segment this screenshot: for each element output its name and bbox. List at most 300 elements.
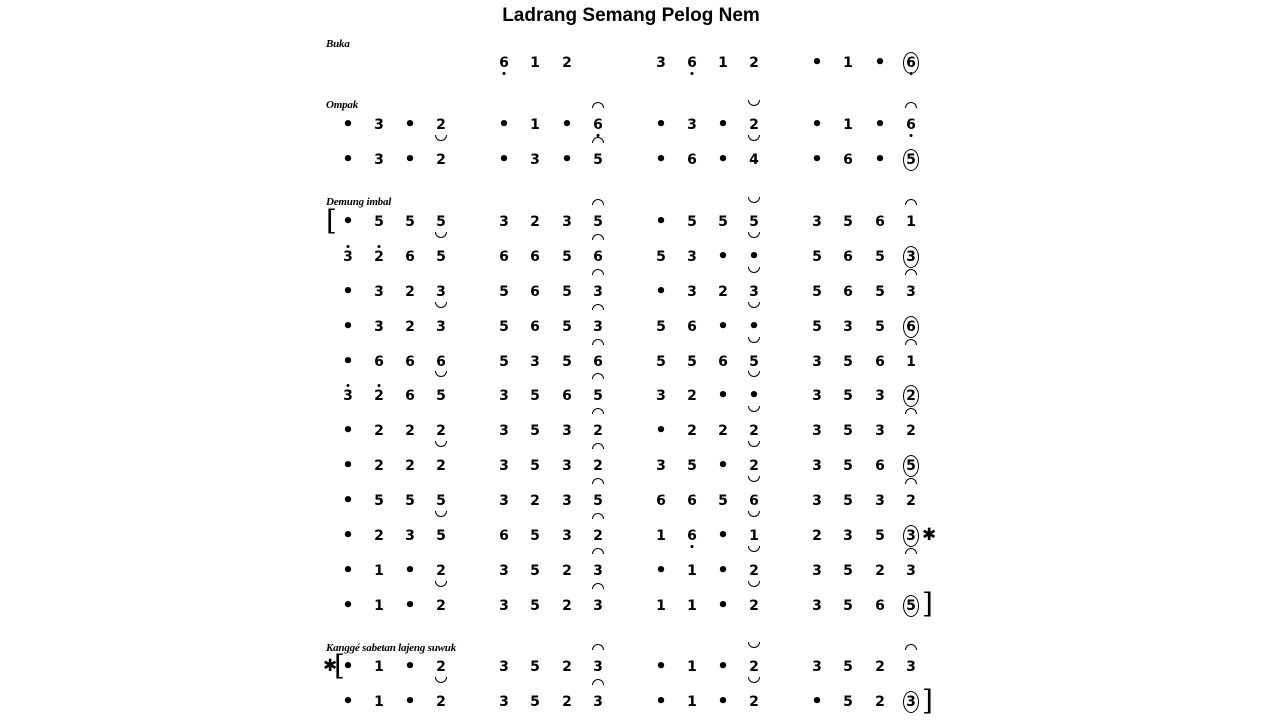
note-cell: 2 bbox=[875, 694, 885, 710]
note-cell: 3 bbox=[687, 117, 697, 133]
kempul-mark bbox=[592, 583, 604, 589]
note-cell: 2 bbox=[562, 598, 572, 614]
note-cell: 5 bbox=[687, 354, 697, 370]
note-cell: 5 bbox=[530, 659, 540, 675]
kenong-mark bbox=[748, 511, 760, 517]
kenong-mark bbox=[435, 302, 447, 308]
note-cell: 5 bbox=[843, 563, 853, 579]
note-cell: 3 bbox=[499, 423, 509, 439]
note-cell: 5 bbox=[562, 319, 572, 335]
note-cell: 2 bbox=[562, 659, 572, 675]
kenong-mark bbox=[748, 476, 760, 482]
note-cell: 6 bbox=[584, 111, 612, 139]
note-cell: • bbox=[811, 114, 823, 135]
note-cell: 3 bbox=[499, 659, 509, 675]
note-cell: • bbox=[655, 281, 667, 302]
note-cell: • bbox=[740, 382, 768, 410]
note-cell: 5 bbox=[812, 284, 822, 300]
note-cell: 2 bbox=[562, 563, 572, 579]
note-cell: 6 bbox=[687, 319, 697, 335]
note-cell: 5 bbox=[499, 319, 509, 335]
kenong-mark bbox=[748, 581, 760, 587]
note-cell: 5 bbox=[584, 208, 612, 236]
note-cell: 3 bbox=[530, 152, 540, 168]
note-cell: • bbox=[717, 560, 729, 581]
kempul-mark bbox=[592, 644, 604, 650]
note-cell: 3 bbox=[530, 354, 540, 370]
note-cell: • bbox=[655, 149, 667, 170]
note-cell: 1 bbox=[687, 598, 697, 614]
kempul-mark bbox=[592, 679, 604, 685]
kenong-mark bbox=[748, 135, 760, 141]
kempul-mark bbox=[592, 513, 604, 519]
note-cell: 3 bbox=[499, 214, 509, 230]
note-cell: 5 bbox=[562, 249, 572, 265]
note-cell: • bbox=[655, 114, 667, 135]
note-cell: 2 bbox=[405, 319, 415, 335]
note-cell: 2 bbox=[374, 458, 384, 474]
note-cell: 2 bbox=[740, 417, 768, 445]
note-cell: • bbox=[404, 560, 416, 581]
note-cell: 6 bbox=[405, 354, 415, 370]
note-cell: 5 bbox=[584, 146, 612, 174]
note-cell: • bbox=[874, 149, 886, 170]
note-cell: 3 bbox=[897, 278, 925, 306]
note-cell: 5 bbox=[436, 493, 446, 509]
note-cell: 3 bbox=[334, 382, 362, 410]
note-cell: 2 bbox=[812, 528, 822, 544]
note-cell: • bbox=[404, 656, 416, 677]
kenong-mark bbox=[748, 232, 760, 238]
note-cell: 6 bbox=[405, 388, 415, 404]
note-cell: 3 bbox=[812, 423, 822, 439]
note-cell: 2 bbox=[427, 592, 455, 620]
note-cell: 3 bbox=[656, 55, 666, 71]
note-cell: 2 bbox=[740, 688, 768, 716]
note-cell: 5 bbox=[740, 208, 768, 236]
note-cell: 1 bbox=[530, 55, 540, 71]
note-cell: • bbox=[342, 211, 354, 232]
kenong-mark bbox=[748, 441, 760, 447]
kenong-mark bbox=[435, 581, 447, 587]
note-cell: 5 bbox=[843, 423, 853, 439]
note-cell: • bbox=[342, 281, 354, 302]
note-cell: 2 bbox=[740, 557, 768, 585]
repeat-close-bracket: ] bbox=[922, 587, 933, 620]
note-cell: 2 bbox=[374, 423, 384, 439]
kempul-mark bbox=[905, 269, 917, 275]
note-cell: 5 bbox=[875, 249, 885, 265]
note-cell: • bbox=[404, 149, 416, 170]
note-cell: 5 bbox=[740, 348, 768, 376]
note-cell: 2 bbox=[562, 694, 572, 710]
note-cell: 3 bbox=[687, 284, 697, 300]
note-cell: 3 bbox=[875, 388, 885, 404]
note-cell: 3 bbox=[740, 278, 768, 306]
note-cell: • bbox=[717, 149, 729, 170]
note-cell: 2 bbox=[584, 522, 612, 550]
note-cell: 2 bbox=[427, 688, 455, 716]
note-cell: 1 bbox=[897, 208, 925, 236]
note-cell: 2 bbox=[405, 284, 415, 300]
kenong-mark bbox=[435, 232, 447, 238]
note-cell: 6 bbox=[875, 214, 885, 230]
note-cell: 5 bbox=[656, 319, 666, 335]
note-cell: • bbox=[404, 691, 416, 712]
note-cell: 3 bbox=[374, 319, 384, 335]
note-cell: 5 bbox=[530, 528, 540, 544]
note-cell: 1 bbox=[656, 598, 666, 614]
note-cell: 3 bbox=[499, 458, 509, 474]
note-cell: 3 bbox=[875, 423, 885, 439]
note-cell: 6 bbox=[843, 284, 853, 300]
note-cell: 3 bbox=[812, 354, 822, 370]
note-cell: 2 bbox=[687, 388, 697, 404]
note-cell: • bbox=[811, 52, 823, 73]
kenong-mark bbox=[748, 197, 760, 203]
kenong-mark bbox=[748, 546, 760, 552]
note-cell: 5 bbox=[436, 214, 446, 230]
note-cell: 3 bbox=[812, 598, 822, 614]
note-cell: • bbox=[655, 211, 667, 232]
note-cell: • bbox=[561, 149, 573, 170]
kempul-mark bbox=[905, 478, 917, 484]
note-cell: 5 bbox=[427, 522, 455, 550]
note-cell: 2 bbox=[740, 592, 768, 620]
note-cell: • bbox=[342, 455, 354, 476]
note-cell: 1 bbox=[843, 55, 853, 71]
note-cell: 5 bbox=[718, 214, 728, 230]
note-cell: 2 bbox=[584, 452, 612, 480]
note-cell: 2 bbox=[562, 55, 572, 71]
note-cell: 3 bbox=[812, 493, 822, 509]
note-cell: 1 bbox=[843, 117, 853, 133]
note-cell: 3 bbox=[875, 493, 885, 509]
note-cell: 3 bbox=[584, 653, 612, 681]
note-cell: • bbox=[498, 114, 510, 135]
note-cell: 6 bbox=[678, 49, 706, 77]
kempul-mark bbox=[905, 408, 917, 414]
note-cell: 3 bbox=[656, 458, 666, 474]
repeat-open-bracket: [ bbox=[326, 204, 337, 237]
note-cell: 6 bbox=[530, 319, 540, 335]
note-cell: 5 bbox=[843, 598, 853, 614]
kenong-mark bbox=[748, 642, 760, 648]
gong-circle bbox=[903, 385, 919, 407]
kenong-mark bbox=[748, 267, 760, 273]
kenong-mark bbox=[748, 406, 760, 412]
kempul-mark bbox=[905, 548, 917, 554]
note-cell: 5 bbox=[897, 452, 925, 480]
note-cell: 3 bbox=[812, 214, 822, 230]
note-cell: 5 bbox=[530, 388, 540, 404]
note-cell: 2 bbox=[897, 487, 925, 515]
note-cell: • bbox=[717, 385, 729, 406]
note-cell: • bbox=[811, 149, 823, 170]
note-cell: • bbox=[404, 114, 416, 135]
note-cell: 5 bbox=[427, 243, 455, 271]
kempul-mark bbox=[905, 199, 917, 205]
kempul-mark bbox=[592, 269, 604, 275]
kempul-mark bbox=[592, 102, 604, 108]
note-cell: 6 bbox=[687, 493, 697, 509]
note-cell: 3 bbox=[499, 563, 509, 579]
note-cell: 3 bbox=[897, 653, 925, 681]
note-cell: 6 bbox=[687, 152, 697, 168]
note-cell: 3 bbox=[656, 388, 666, 404]
note-cell: 3 bbox=[562, 458, 572, 474]
note-cell: 5 bbox=[530, 423, 540, 439]
kempul-mark bbox=[592, 304, 604, 310]
note-cell: 5 bbox=[843, 659, 853, 675]
note-cell: 2 bbox=[427, 146, 455, 174]
note-cell: 5 bbox=[875, 319, 885, 335]
note-cell: 6 bbox=[897, 49, 925, 77]
note-cell: 5 bbox=[530, 694, 540, 710]
note-cell: • bbox=[717, 525, 729, 546]
note-cell: 6 bbox=[530, 249, 540, 265]
note-cell: 6 bbox=[875, 598, 885, 614]
section-label: Ompak bbox=[326, 99, 359, 111]
note-cell: 6 bbox=[405, 249, 415, 265]
note-cell: 5 bbox=[405, 214, 415, 230]
note-cell: 5 bbox=[843, 388, 853, 404]
note-cell: 2 bbox=[897, 382, 925, 410]
note-cell: 1 bbox=[374, 659, 384, 675]
kenong-mark bbox=[435, 441, 447, 447]
note-cell: 6 bbox=[584, 243, 612, 271]
note-cell: 6 bbox=[562, 388, 572, 404]
note-cell: • bbox=[717, 316, 729, 337]
note-cell: • bbox=[342, 490, 354, 511]
note-cell: 6 bbox=[843, 152, 853, 168]
kempul-mark bbox=[592, 443, 604, 449]
note-cell: 1 bbox=[374, 563, 384, 579]
note-cell: 6 bbox=[656, 493, 666, 509]
note-cell: 2 bbox=[687, 423, 697, 439]
note-cell: 2 bbox=[374, 528, 384, 544]
note-cell: 5 bbox=[897, 146, 925, 174]
note-cell: 3 bbox=[687, 249, 697, 265]
gong-circle bbox=[903, 455, 919, 477]
note-cell: 2 bbox=[740, 111, 768, 139]
note-cell: 6 bbox=[718, 354, 728, 370]
note-cell: 6 bbox=[740, 487, 768, 515]
note-cell: 3 bbox=[499, 493, 509, 509]
suwuk-sign-icon: ✱ bbox=[323, 656, 338, 676]
note-cell: 5 bbox=[374, 493, 384, 509]
note-cell: • bbox=[342, 525, 354, 546]
note-cell: • bbox=[342, 656, 354, 677]
note-cell: 2 bbox=[718, 284, 728, 300]
note-cell: 2 bbox=[749, 55, 759, 71]
note-cell: • bbox=[655, 656, 667, 677]
note-cell: 6 bbox=[875, 458, 885, 474]
note-cell: 2 bbox=[740, 452, 768, 480]
note-cell: 6 bbox=[584, 348, 612, 376]
kenong-mark bbox=[435, 371, 447, 377]
note-cell: 5 bbox=[562, 284, 572, 300]
note-cell: 3 bbox=[436, 284, 446, 300]
note-cell: • bbox=[717, 114, 729, 135]
kempul-mark bbox=[592, 478, 604, 484]
note-cell: • bbox=[874, 52, 886, 73]
note-cell: • bbox=[561, 114, 573, 135]
note-cell: • bbox=[655, 691, 667, 712]
note-cell: 2 bbox=[718, 423, 728, 439]
note-cell: 3 bbox=[427, 313, 455, 341]
note-cell: 5 bbox=[499, 284, 509, 300]
note-cell: • bbox=[740, 313, 768, 341]
gong-circle bbox=[903, 246, 919, 268]
note-cell: 3 bbox=[812, 563, 822, 579]
note-cell: 3 bbox=[812, 388, 822, 404]
note-cell: 6 bbox=[897, 313, 925, 341]
note-cell: 5 bbox=[499, 354, 509, 370]
note-cell: • bbox=[342, 420, 354, 441]
gong-circle bbox=[903, 691, 919, 713]
note-cell: 6 bbox=[897, 111, 925, 139]
note-cell: • bbox=[342, 595, 354, 616]
note-cell: 3 bbox=[374, 117, 384, 133]
note-cell: 5 bbox=[812, 319, 822, 335]
note-cell: 3 bbox=[897, 688, 925, 716]
note-cell: 6 bbox=[499, 528, 509, 544]
gong-circle bbox=[903, 595, 919, 617]
note-cell: • bbox=[717, 455, 729, 476]
note-cell: 3 bbox=[812, 659, 822, 675]
note-cell: 6 bbox=[875, 354, 885, 370]
kenong-mark bbox=[748, 371, 760, 377]
note-cell: 2 bbox=[530, 214, 540, 230]
kempul-mark bbox=[905, 339, 917, 345]
note-cell: 3 bbox=[897, 522, 925, 550]
kempul-mark bbox=[592, 199, 604, 205]
note-cell: 3 bbox=[584, 278, 612, 306]
note-cell: • bbox=[717, 595, 729, 616]
note-cell: 2 bbox=[436, 117, 446, 133]
note-cell: • bbox=[740, 243, 768, 271]
section-label: Demung imbal bbox=[326, 196, 392, 208]
note-cell: • bbox=[498, 149, 510, 170]
kenong-mark bbox=[435, 135, 447, 141]
note-cell: • bbox=[874, 114, 886, 135]
note-cell: 3 bbox=[584, 313, 612, 341]
section-label: Kanggé sabetan lajeng suwuk bbox=[326, 642, 456, 654]
note-cell: 5 bbox=[656, 354, 666, 370]
note-cell: 5 bbox=[562, 354, 572, 370]
note-cell: 3 bbox=[374, 152, 384, 168]
kempul-mark bbox=[592, 408, 604, 414]
note-cell: 2 bbox=[436, 563, 446, 579]
note-cell: 1 bbox=[687, 694, 697, 710]
note-cell: 1 bbox=[656, 528, 666, 544]
note-cell: 5 bbox=[584, 487, 612, 515]
note-cell: 5 bbox=[687, 214, 697, 230]
note-cell: 6 bbox=[843, 249, 853, 265]
note-cell: 1 bbox=[897, 348, 925, 376]
repeat-close-bracket: ] bbox=[922, 684, 933, 717]
note-cell: 3 bbox=[812, 458, 822, 474]
kenong-mark bbox=[435, 511, 447, 517]
note-cell: 1 bbox=[687, 659, 697, 675]
kenong-mark bbox=[748, 302, 760, 308]
note-cell: 2 bbox=[365, 243, 393, 271]
note-cell: 3 bbox=[584, 688, 612, 716]
page-title: Ladrang Semang Pelog Nem bbox=[502, 5, 760, 26]
note-cell: 5 bbox=[875, 284, 885, 300]
note-cell: 2 bbox=[740, 653, 768, 681]
note-cell: 5 bbox=[405, 493, 415, 509]
note-cell: 2 bbox=[875, 563, 885, 579]
note-cell: 5 bbox=[897, 592, 925, 620]
kempul-mark bbox=[592, 137, 604, 143]
note-cell: • bbox=[342, 351, 354, 372]
note-cell: 3 bbox=[584, 592, 612, 620]
note-cell: 1 bbox=[687, 563, 697, 579]
note-cell: 5 bbox=[843, 694, 853, 710]
note-cell: 3 bbox=[405, 528, 415, 544]
note-cell: • bbox=[717, 656, 729, 677]
note-cell: 2 bbox=[530, 493, 540, 509]
kenong-mark bbox=[748, 677, 760, 683]
note-cell: 2 bbox=[405, 423, 415, 439]
note-cell: 5 bbox=[374, 214, 384, 230]
kempul-mark bbox=[592, 234, 604, 240]
kempul-mark bbox=[592, 339, 604, 345]
note-cell: 3 bbox=[562, 493, 572, 509]
note-cell: 2 bbox=[427, 452, 455, 480]
note-cell: 5 bbox=[843, 493, 853, 509]
note-cell: 5 bbox=[718, 493, 728, 509]
suwuk-sign-icon: ✱ bbox=[922, 525, 937, 545]
note-cell: 5 bbox=[843, 458, 853, 474]
note-cell: • bbox=[342, 149, 354, 170]
note-cell: • bbox=[655, 420, 667, 441]
note-cell: 5 bbox=[427, 382, 455, 410]
note-cell: 6 bbox=[678, 522, 706, 550]
note-cell: 5 bbox=[530, 598, 540, 614]
note-cell: • bbox=[342, 316, 354, 337]
note-cell: 2 bbox=[405, 458, 415, 474]
note-cell: 5 bbox=[656, 249, 666, 265]
note-cell: 5 bbox=[687, 458, 697, 474]
note-cell: • bbox=[342, 691, 354, 712]
note-cell: 2 bbox=[897, 417, 925, 445]
note-cell: 5 bbox=[812, 249, 822, 265]
note-cell: 3 bbox=[843, 319, 853, 335]
note-cell: 5 bbox=[843, 214, 853, 230]
note-cell: 3 bbox=[843, 528, 853, 544]
note-cell: 1 bbox=[740, 522, 768, 550]
gong-circle bbox=[903, 52, 919, 74]
note-cell: 6 bbox=[490, 49, 518, 77]
note-cell: 3 bbox=[897, 557, 925, 585]
note-cell: • bbox=[342, 114, 354, 135]
kempul-mark bbox=[592, 548, 604, 554]
note-cell: 6 bbox=[374, 354, 384, 370]
note-cell: 1 bbox=[374, 694, 384, 710]
note-cell: 2 bbox=[436, 423, 446, 439]
note-cell: 3 bbox=[499, 598, 509, 614]
note-cell: 3 bbox=[897, 243, 925, 271]
note-cell: • bbox=[404, 595, 416, 616]
note-cell: 4 bbox=[740, 146, 768, 174]
note-cell: 2 bbox=[875, 659, 885, 675]
kempul-mark bbox=[905, 644, 917, 650]
note-cell: 6 bbox=[436, 354, 446, 370]
note-cell: 3 bbox=[562, 528, 572, 544]
